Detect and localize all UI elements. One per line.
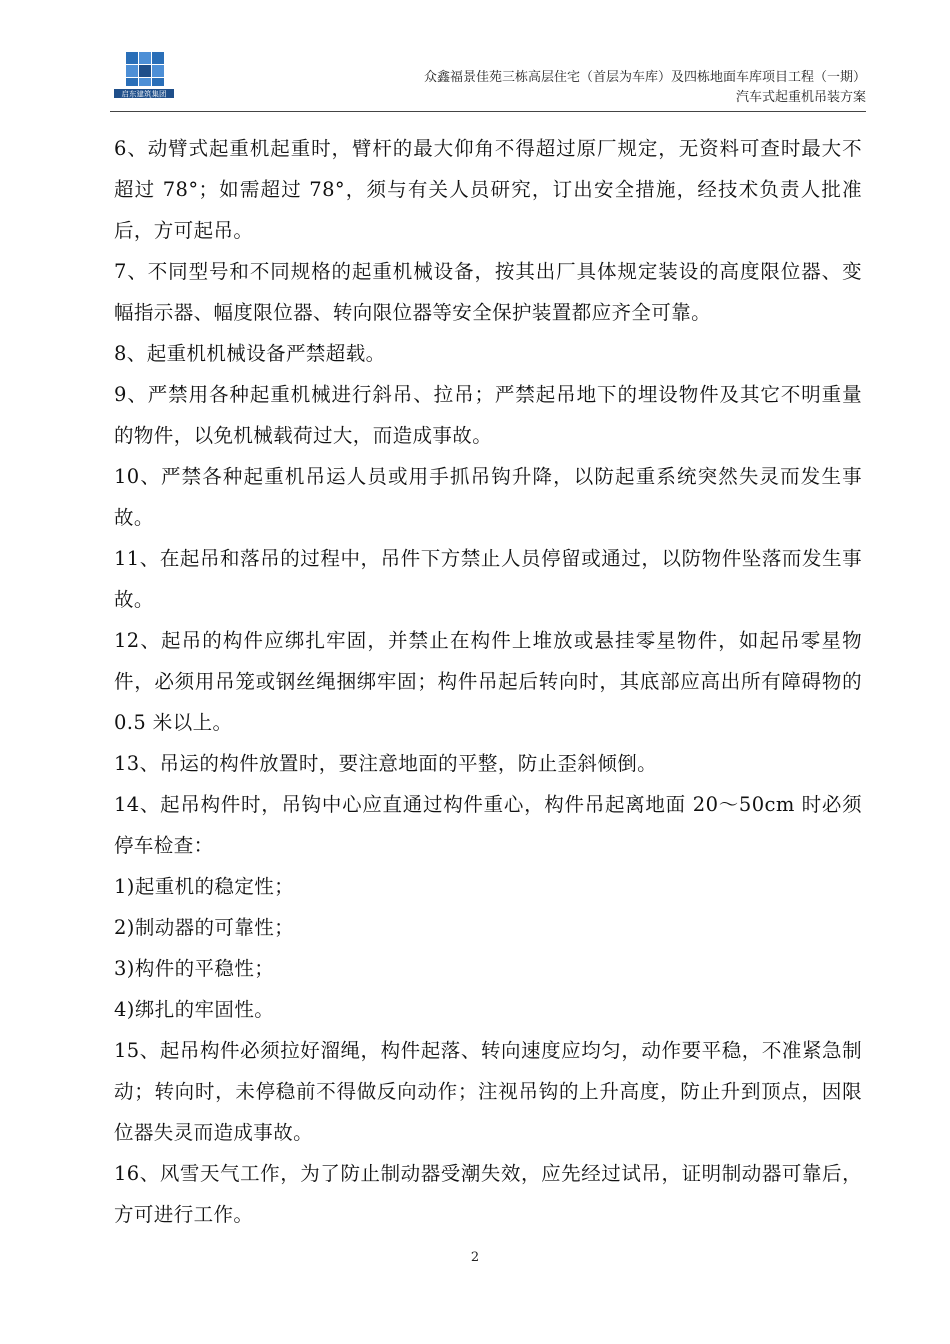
paragraph-item-13: 13、吊运的构件放置时，要注意地面的平整，防止歪斜倾倒。 bbox=[114, 752, 658, 775]
page-header bbox=[110, 50, 866, 110]
page-number: 2 bbox=[470, 1250, 480, 1265]
company-logo bbox=[110, 50, 178, 102]
paragraph-item-6: 6、动臂式起重机起重时，臂杆的最大仰角不得超过原厂规定，无资料可查时最大不超过 78°；如需超过 78°，须与有关人员研究，订出安全措施，经技术负责人批准后，方可起吊。 bbox=[114, 137, 862, 242]
sub-item-4: 4)绑扎的牢固性。 bbox=[114, 998, 275, 1021]
paragraph-item-9: 9、严禁用各种起重机械进行斜吊、拉吊；严禁起吊地下的埋设物件及其它不明重量的物件，以免机械载荷过大，而造成事故。 bbox=[114, 383, 862, 447]
paragraph-item-15: 15、起吊构件必须拉好溜绳，构件起落、转向速度应均匀，动作要平稳，不准紧急制动；转向时，未停稳前不得做反向动作；注视吊钩的上升高度，防止升到顶点，因限位器失灵而造成事故。 bbox=[114, 1039, 862, 1144]
paragraph-item-8: 8、起重机机械设备严禁超载。 bbox=[114, 342, 386, 365]
document-body bbox=[114, 128, 862, 1235]
header-text-block bbox=[424, 68, 866, 108]
paragraph-item-12: 12、起吊的构件应绑扎牢固，并禁止在构件上堆放或悬挂零星物件，如起吊零星物件，必须用吊笼或钢丝绳捆绑牢固；构件吊起后转向时，其底部应高出所有障碍物的 0.5 米以上。 bbox=[114, 629, 862, 734]
project-title: 众鑫福景佳苑三栋高层住宅（首层为车库）及四栋地面车库项目工程（一期） bbox=[423, 70, 866, 85]
sub-item-2: 2)制动器的可靠性； bbox=[114, 916, 295, 939]
paragraph-item-10: 10、严禁各种起重机吊运人员或用手抓吊钩升降，以防起重系统突然失灵而发生事故。 bbox=[114, 465, 862, 529]
sub-item-3: 3)构件的平稳性； bbox=[114, 957, 275, 980]
sub-item-1: 1)起重机的稳定性； bbox=[114, 875, 295, 898]
header-divider bbox=[110, 111, 866, 112]
paragraph-item-11: 11、在起吊和落吊的过程中，吊件下方禁止人员停留或通过，以防物件坠落而发生事故。 bbox=[114, 547, 862, 611]
paragraph-item-7: 7、不同型号和不同规格的起重机械设备，按其出厂具体规定装设的高度限位器、变幅指示器、幅度限位器、转向限位器等安全保护装置都应齐全可靠。 bbox=[114, 260, 862, 324]
svg-text:启东建筑集团: 启东建筑集团 bbox=[121, 89, 167, 99]
document-title: 汽车式起重机吊装方案 bbox=[735, 90, 866, 105]
paragraph-item-14: 14、起吊构件时，吊钩中心应直通过构件重心，构件吊起离地面 20～50cm 时必须停车检查： bbox=[114, 793, 862, 857]
paragraph-item-16: 16、风雪天气工作，为了防止制动器受潮失效，应先经过试吊，证明制动器可靠后，方可进行工作。 bbox=[114, 1162, 862, 1226]
